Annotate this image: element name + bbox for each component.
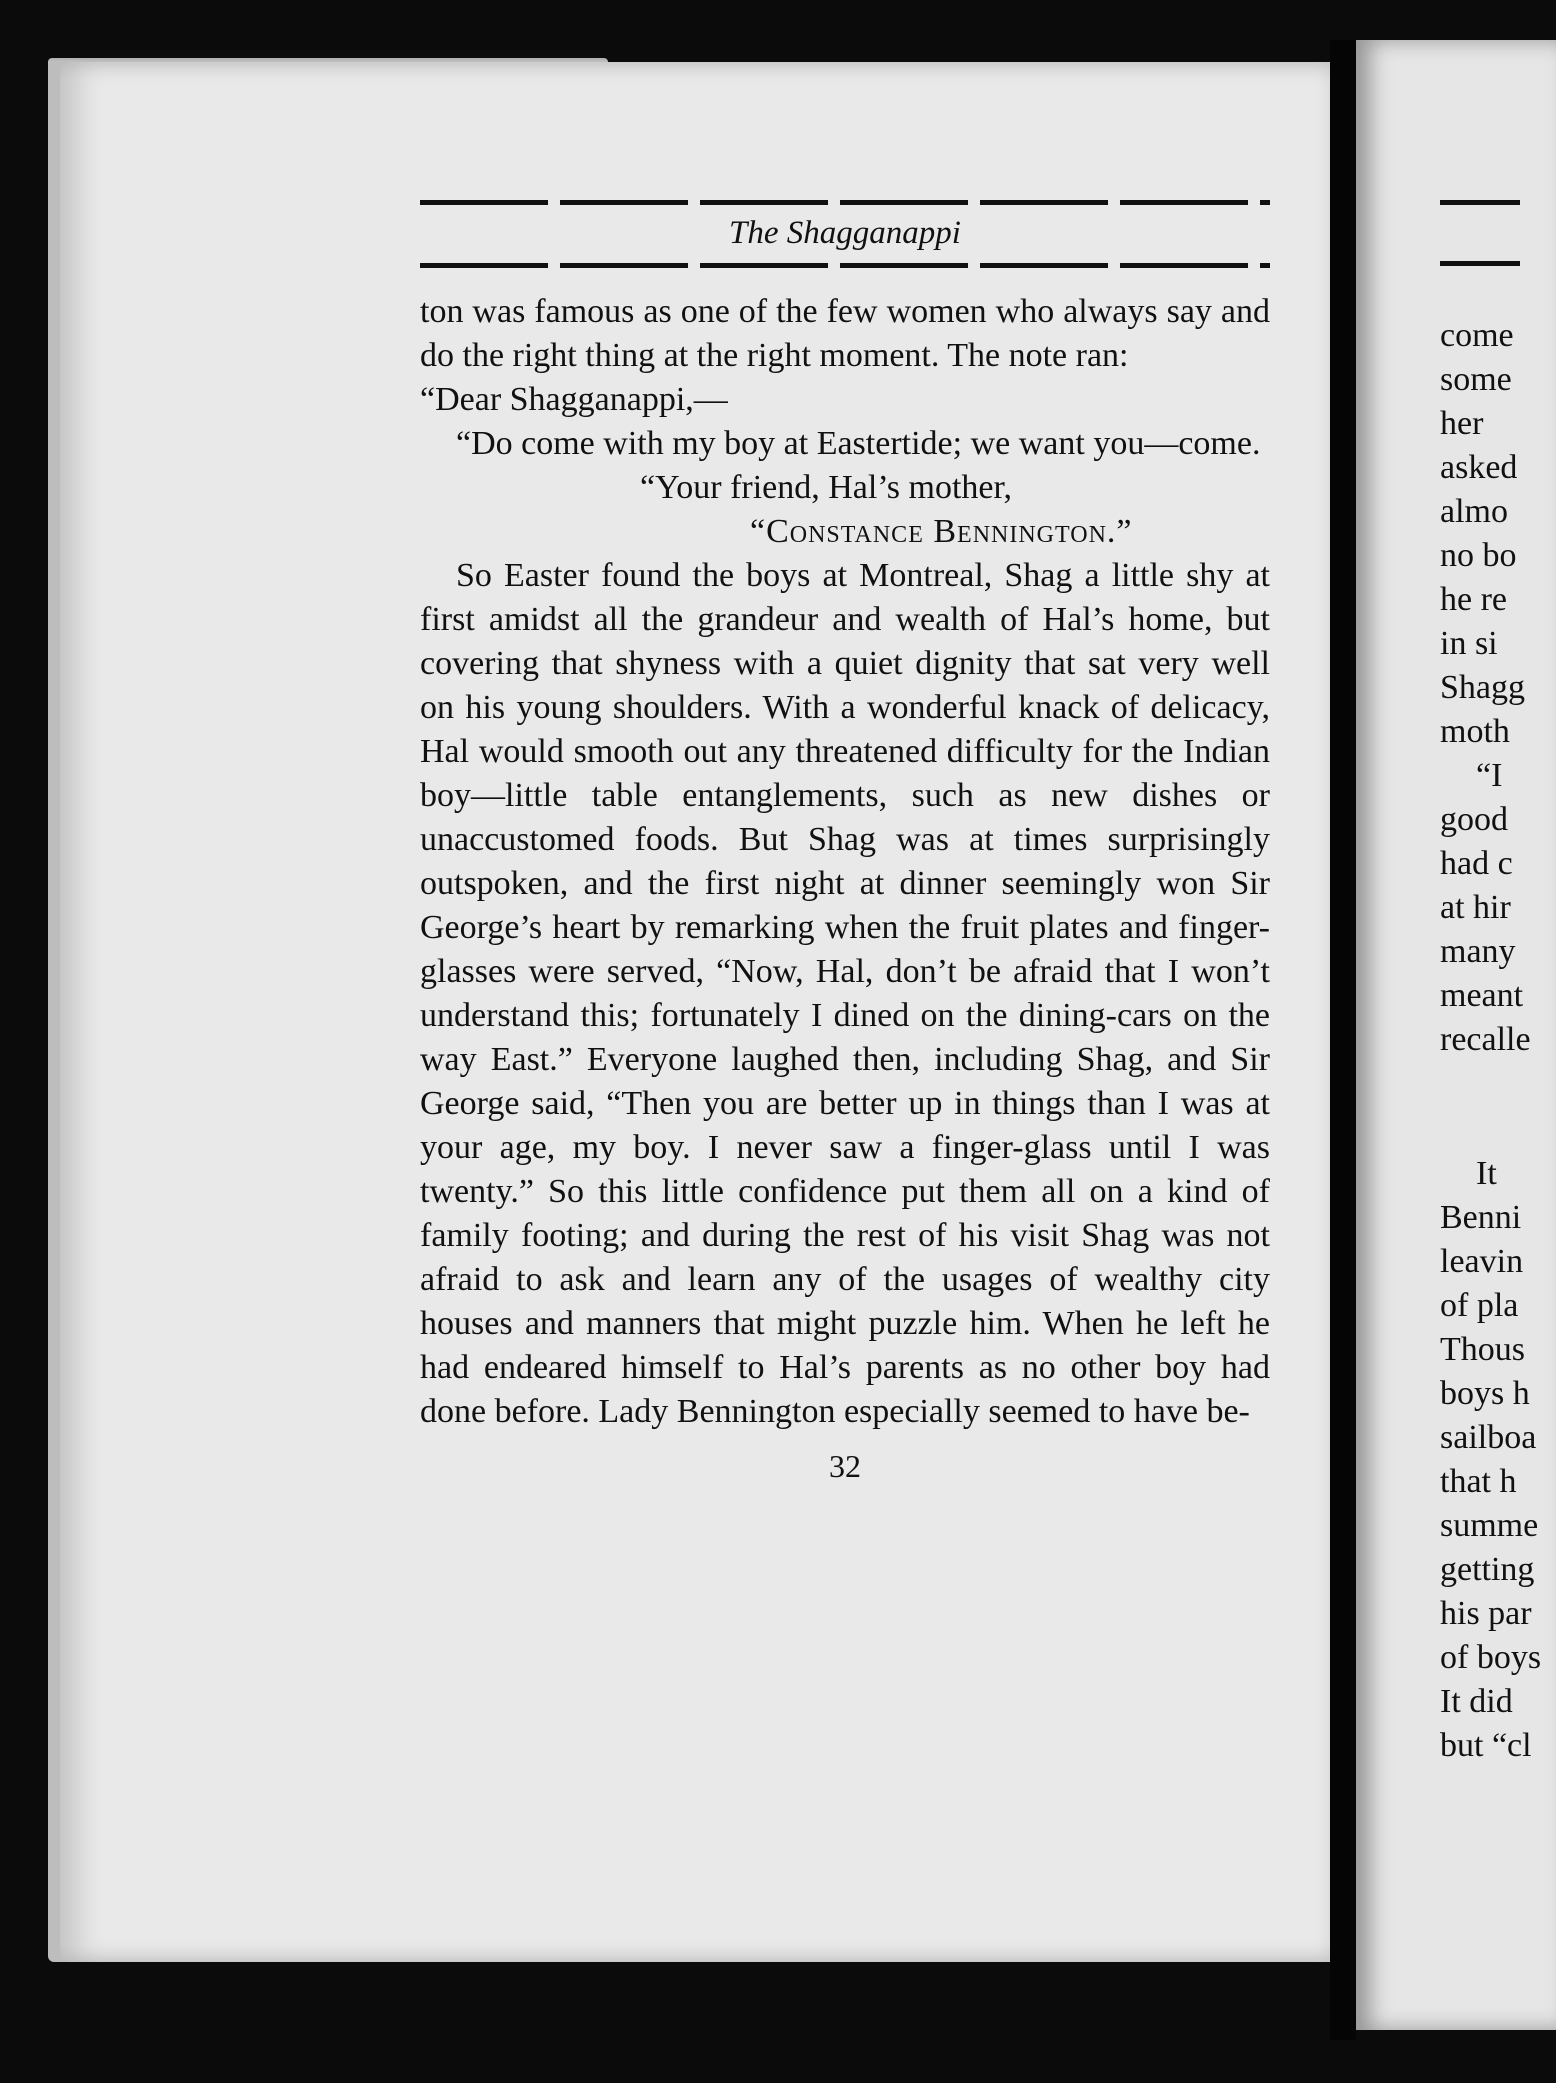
fragment-line: many [1440,933,1516,970]
fragment-line: It [1476,1155,1497,1192]
fragment-line: asked [1440,449,1518,486]
fragment-line: that h [1440,1463,1517,1500]
fragment-line: recalle [1440,1021,1531,1058]
fragment-line: Benni [1440,1199,1522,1236]
fragment-line: his par [1440,1595,1532,1632]
fragment-line: Thous [1440,1331,1525,1368]
book-gutter [1330,40,1356,2040]
letter-salutation: “Dear Shagganappi,— [420,381,728,418]
fragment-line: her [1440,405,1484,442]
fragment-line: but “cl [1440,1727,1532,1764]
fragment-line: in si [1440,625,1498,662]
fragment-line: leavin [1440,1243,1524,1280]
fragment-line: “I [1476,757,1503,794]
fragment-line: some [1440,361,1512,398]
right-header-rule-bottom [1440,261,1520,266]
fragment-line: of pla [1440,1287,1519,1324]
page-number: 32 [829,1448,861,1484]
letter-signature: “Constance Bennington.” [750,513,1133,550]
fragment-line: come [1440,317,1514,354]
right-page-fragments [1440,200,1542,1768]
fragment-line: he re [1440,581,1508,618]
fragment-line: summe [1440,1507,1539,1544]
running-head: The Shagganappi [729,215,961,251]
fragment-line: almo [1440,493,1508,530]
fragment-line: good [1440,801,1508,838]
fragment-line: getting [1440,1551,1535,1588]
fragment-line: boys h [1440,1375,1530,1412]
opening-paragraph: ton was famous as one of the few women who always say and do the right thing at the right moment. The note ran: [420,293,1270,374]
main-paragraph: So Easter found the boys at Montreal, Shag a little shy at first amidst all the grandeur and wealth of Hal’s home, but covering that shyness with a quiet dignity that sat very well on his young shoulders. With a wonderful knack of delicacy, Hal would smooth out any threatened difficulty for the Indian boy—little table entanglements, such as new dishes or unaccustomed foods. But Shag was at times surprisingly outspoken, and the first night at dinner seemingly won Sir George’s heart by remarking when the fruit plates and finger-glasses were served, “Now, Hal, don’t be afraid that I won’t understand this; fortunately I dined on the dining-cars on the way East.” Everyone laughed then, including Shag, and Sir George said, “Then you are better up in things than I was at your age, my boy. I never saw a finger-glass until I was twenty.” So this little confidence put them all on a kind of family footing; and during the rest of his visit Shag was not afraid to ask and learn any of the usages of wealthy city houses and manners that might puzzle him. When he left he had endeared himself to Hal’s parents as no other boy had done before. Lady Bennington especially seemed to have be- [420,557,1270,1430]
left-page-text [420,200,1270,1485]
fragment-line: at hir [1440,889,1511,926]
fragment-line: Shagg [1440,669,1525,706]
letter-body: “Do come with my boy at Eastertide; we want you—come. [456,425,1261,462]
fragment-line: had c [1440,845,1513,882]
body-text [420,290,1270,1434]
header-rule-bottom [420,263,1270,268]
fragment-line: no bo [1440,537,1517,574]
right-fragment-lines [1440,314,1542,1768]
fragment-line: meant [1440,977,1524,1014]
fragment-line: moth [1440,713,1510,750]
letter-closing: “Your friend, Hal’s mother, [640,469,1012,506]
fragment-line: of boys [1440,1639,1542,1676]
fragment-line: It did [1440,1683,1513,1720]
fragment-line: sailboa [1440,1419,1537,1456]
